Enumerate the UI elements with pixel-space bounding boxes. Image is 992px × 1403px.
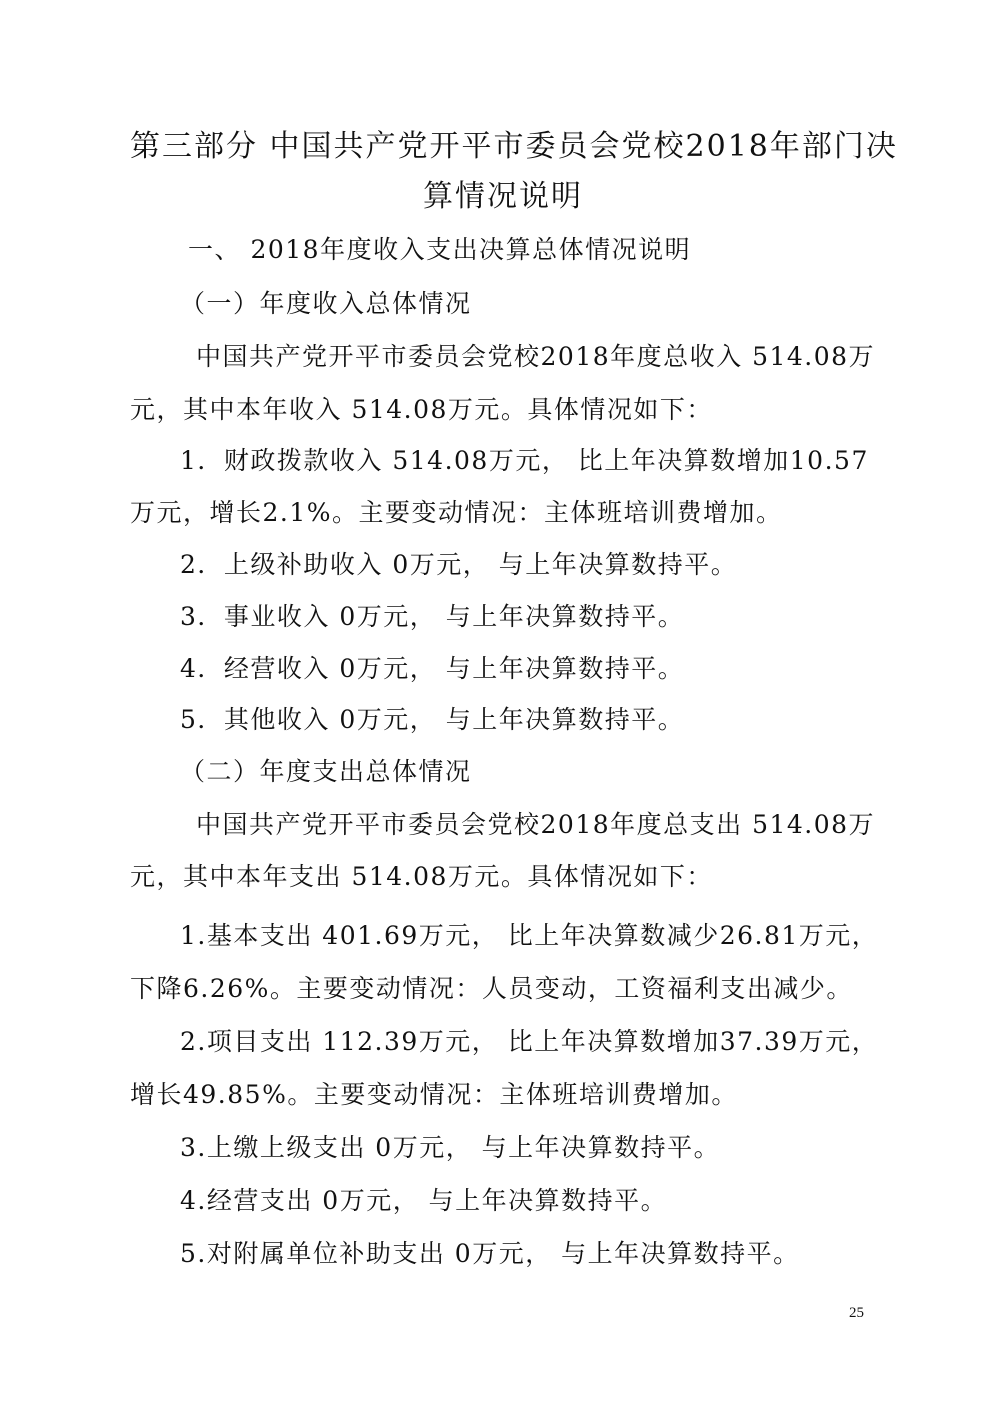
expenditure-item-2-line-1: 2.项目支出 112.39万元， 比上年决算数增加37.39万元， (180, 1027, 879, 1056)
section-1-heading: 一、 2018年度收入支出决算总体情况说明 (188, 235, 692, 264)
income-summary-line-1: 中国共产党开平市委员会党校2018年度总收入 514.08万 (196, 342, 876, 371)
expenditure-item-3: 3.上缴上级支出 0万元， 与上年决算数持平。 (180, 1133, 721, 1162)
income-summary-line-2: 元，其中本年收入 514.08万元。具体情况如下： (130, 395, 713, 424)
expenditure-summary-line-2: 元，其中本年支出 514.08万元。具体情况如下： (130, 862, 713, 891)
expenditure-item-1-line-1: 1.基本支出 401.69万元， 比上年决算数减少26.81万元， (180, 921, 879, 950)
income-item-4: 4．经营收入 0万元， 与上年决算数持平。 (180, 654, 685, 683)
expenditure-summary-line-1: 中国共产党开平市委员会党校2018年度总支出 514.08万 (196, 810, 876, 839)
document-title-line-2: 算情况说明 (423, 179, 583, 214)
income-heading: （一）年度收入总体情况 (180, 289, 472, 318)
income-item-3: 3．事业收入 0万元， 与上年决算数持平。 (180, 602, 685, 631)
income-item-1-line-1: 1．财政拨款收入 514.08万元， 比上年决算数增加10.57 (180, 446, 869, 475)
page-number: 25 (849, 1305, 864, 1321)
expenditure-item-5: 5.对附属单位补助支出 0万元， 与上年决算数持平。 (180, 1239, 800, 1268)
document-title-line-1: 第三部分 中国共产党开平市委员会党校2018年部门决 (130, 129, 898, 164)
expenditure-item-1-line-2: 下降6.26%。主要变动情况：人员变动，工资福利支出减少。 (130, 974, 853, 1003)
income-item-5: 5．其他收入 0万元， 与上年决算数持平。 (180, 705, 685, 734)
income-item-2: 2．上级补助收入 0万元， 与上年决算数持平。 (180, 550, 738, 579)
expenditure-item-4: 4.经营支出 0万元， 与上年决算数持平。 (180, 1186, 668, 1215)
income-item-1-line-2: 万元，增长2.1%。主要变动情况：主体班培训费增加。 (130, 498, 783, 527)
expenditure-item-2-line-2: 增长49.85%。主要变动情况：主体班培训费增加。 (130, 1080, 738, 1109)
expenditure-heading: （二）年度支出总体情况 (180, 757, 472, 786)
